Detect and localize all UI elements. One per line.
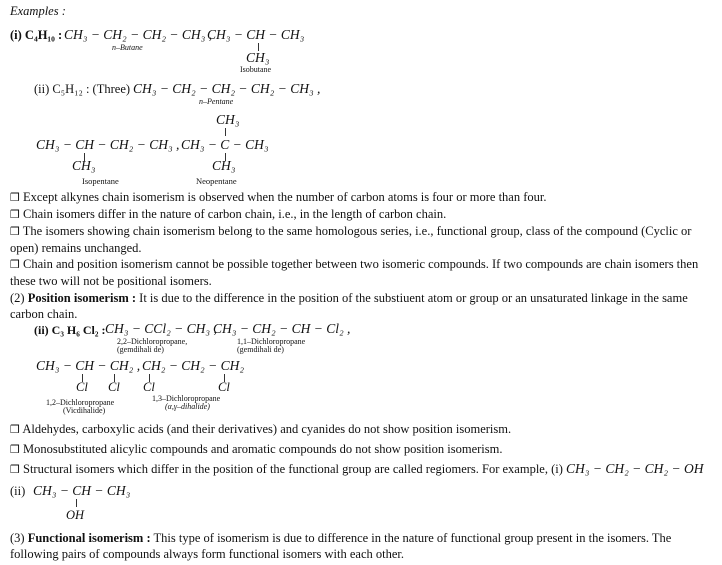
functional-isomerism-paragraph: (3) Functional isomerism : This type of isomerism is due to difference in the nature of functional group present in the isomers. The following pairs of compounds always form functional isomers with each other. (10, 531, 672, 561)
c5-neo-bond-top (225, 128, 226, 136)
c3-caption-11b: (gemdihali de) (237, 345, 284, 354)
c4-caption-butane: n–Butane (112, 43, 143, 52)
c3-cl-12b: Cl (108, 380, 120, 394)
c3-caption-12b: (Vicdihalide) (63, 406, 106, 415)
c3-caption-12a: 1,2–Dichloropropane (46, 398, 115, 407)
c3-cl-13a: Cl (143, 380, 155, 394)
bullet-item: ❒ The isomers showing chain isomerism belong to the same homologous series, i.e., functional group, class of the compound (Cyclic or open) remains unchanged. (10, 224, 692, 255)
functional-isomerism-heading: Functional isomerism : (27, 531, 151, 545)
c4-prefix: (i) C₄H₁₀ : (10, 28, 63, 42)
bullet-item: ❒ Structural isomers which differ in the position of the functional group are called regiomers. For example, (i) CH₃ − CH₂ − CH₂ − OH (10, 461, 704, 476)
c5-neo-bottom: CH₃ (212, 158, 236, 173)
position-isomerism-paragraph: (2) Position isomerism : It is due to the difference in the position of the substiuent atom or group or an unsaturated linkage in the same carbon chain. (10, 291, 688, 321)
c4-caption-isobutane: Isobutane (240, 65, 272, 74)
regiomer-formula-1: CH₃ − CH₂ − CH₂ − OH (566, 461, 704, 476)
c3-formula-11: CH₃ − CH₂ − CH − Cl₂ , (213, 321, 351, 336)
c3-caption-11a: 1,1–Dichloropropane (237, 337, 306, 346)
bullet-item: ❒ Except alkynes chain isomerism is observed when the number of carbon atoms is four or more than four. (10, 190, 547, 204)
c3-prefix: (ii) C₃ H₆ Cl₂ : (34, 323, 106, 337)
regiomer2-formula: CH₃ − CH − CH₃ (33, 483, 131, 498)
c3-cl-13b: Cl (218, 380, 230, 394)
c3-caption-22a: 2,2–Dichloropropane, (117, 337, 188, 346)
c3-formula-12: CH₃ − CH − CH₂ , (36, 358, 141, 373)
c5-formula-neopentane: CH₃ − C − CH₃ (181, 137, 269, 152)
c5-formula-pentane: CH₃ − CH₂ − CH₂ − CH₂ − CH₃ , (133, 81, 321, 96)
bullet-item: ❒ Aldehydes, carboxylic acids (and their derivatives) and cyanides do not show position isomerism. (10, 422, 512, 436)
c3-cl-12a: Cl (76, 380, 88, 394)
c5-formula-isopentane: CH₃ − CH − CH₂ − CH₃ , (36, 137, 180, 152)
c5-caption-isopentane: Isopentane (82, 176, 119, 186)
c3-caption-13a: 1,3–Dichloropropane (152, 394, 221, 403)
examples-label: Examples : (10, 4, 66, 18)
c3-caption-22b: (gemdihali de) (117, 345, 164, 354)
bullet-item: ❒ Chain and position isomerism cannot be possible together between two isomeric compounds. If two compounds are chain isomers then these two will not be positional isomers. (10, 257, 699, 288)
c3-formula-13: CH₂ − CH₂ − CH₂ (142, 358, 245, 373)
c4-formula-isobutane: CH₃ − CH − CH₃ (207, 27, 305, 42)
regiomer2-bond (76, 499, 77, 507)
c3-formula-22: CH₃ − CCl₂ − CH₃ , (105, 321, 217, 336)
c3-caption-13b: (α,γ–dihalide) (165, 402, 210, 411)
bullet-item: ❒ Chain isomers differ in the nature of carbon chain, i.e., in the length of carbon chain. (10, 207, 447, 221)
regiomer2-prefix: (ii) (10, 484, 26, 498)
position-isomerism-heading: Position isomerism : (27, 291, 137, 305)
bullet-item: ❒ Monosubstituted alicylic compounds and aromatic compounds do not show position isomerism. (10, 442, 503, 456)
regiomer2-branch: OH (66, 508, 85, 522)
c5-prefix: (ii) C₅H₁₂ : (Three) (34, 82, 131, 96)
c5-caption-pentane: n–Pentane (199, 97, 234, 106)
c4-isobutane-branch: CH₃ (246, 50, 270, 65)
c5-iso-branch: CH₃ (72, 158, 96, 173)
c5-neo-top: CH₃ (216, 112, 240, 127)
c4-formula-butane: CH₃ − CH₂ − CH₂ − CH₃ , (64, 27, 213, 42)
c5-caption-neopentane: Neopentane (196, 176, 237, 186)
